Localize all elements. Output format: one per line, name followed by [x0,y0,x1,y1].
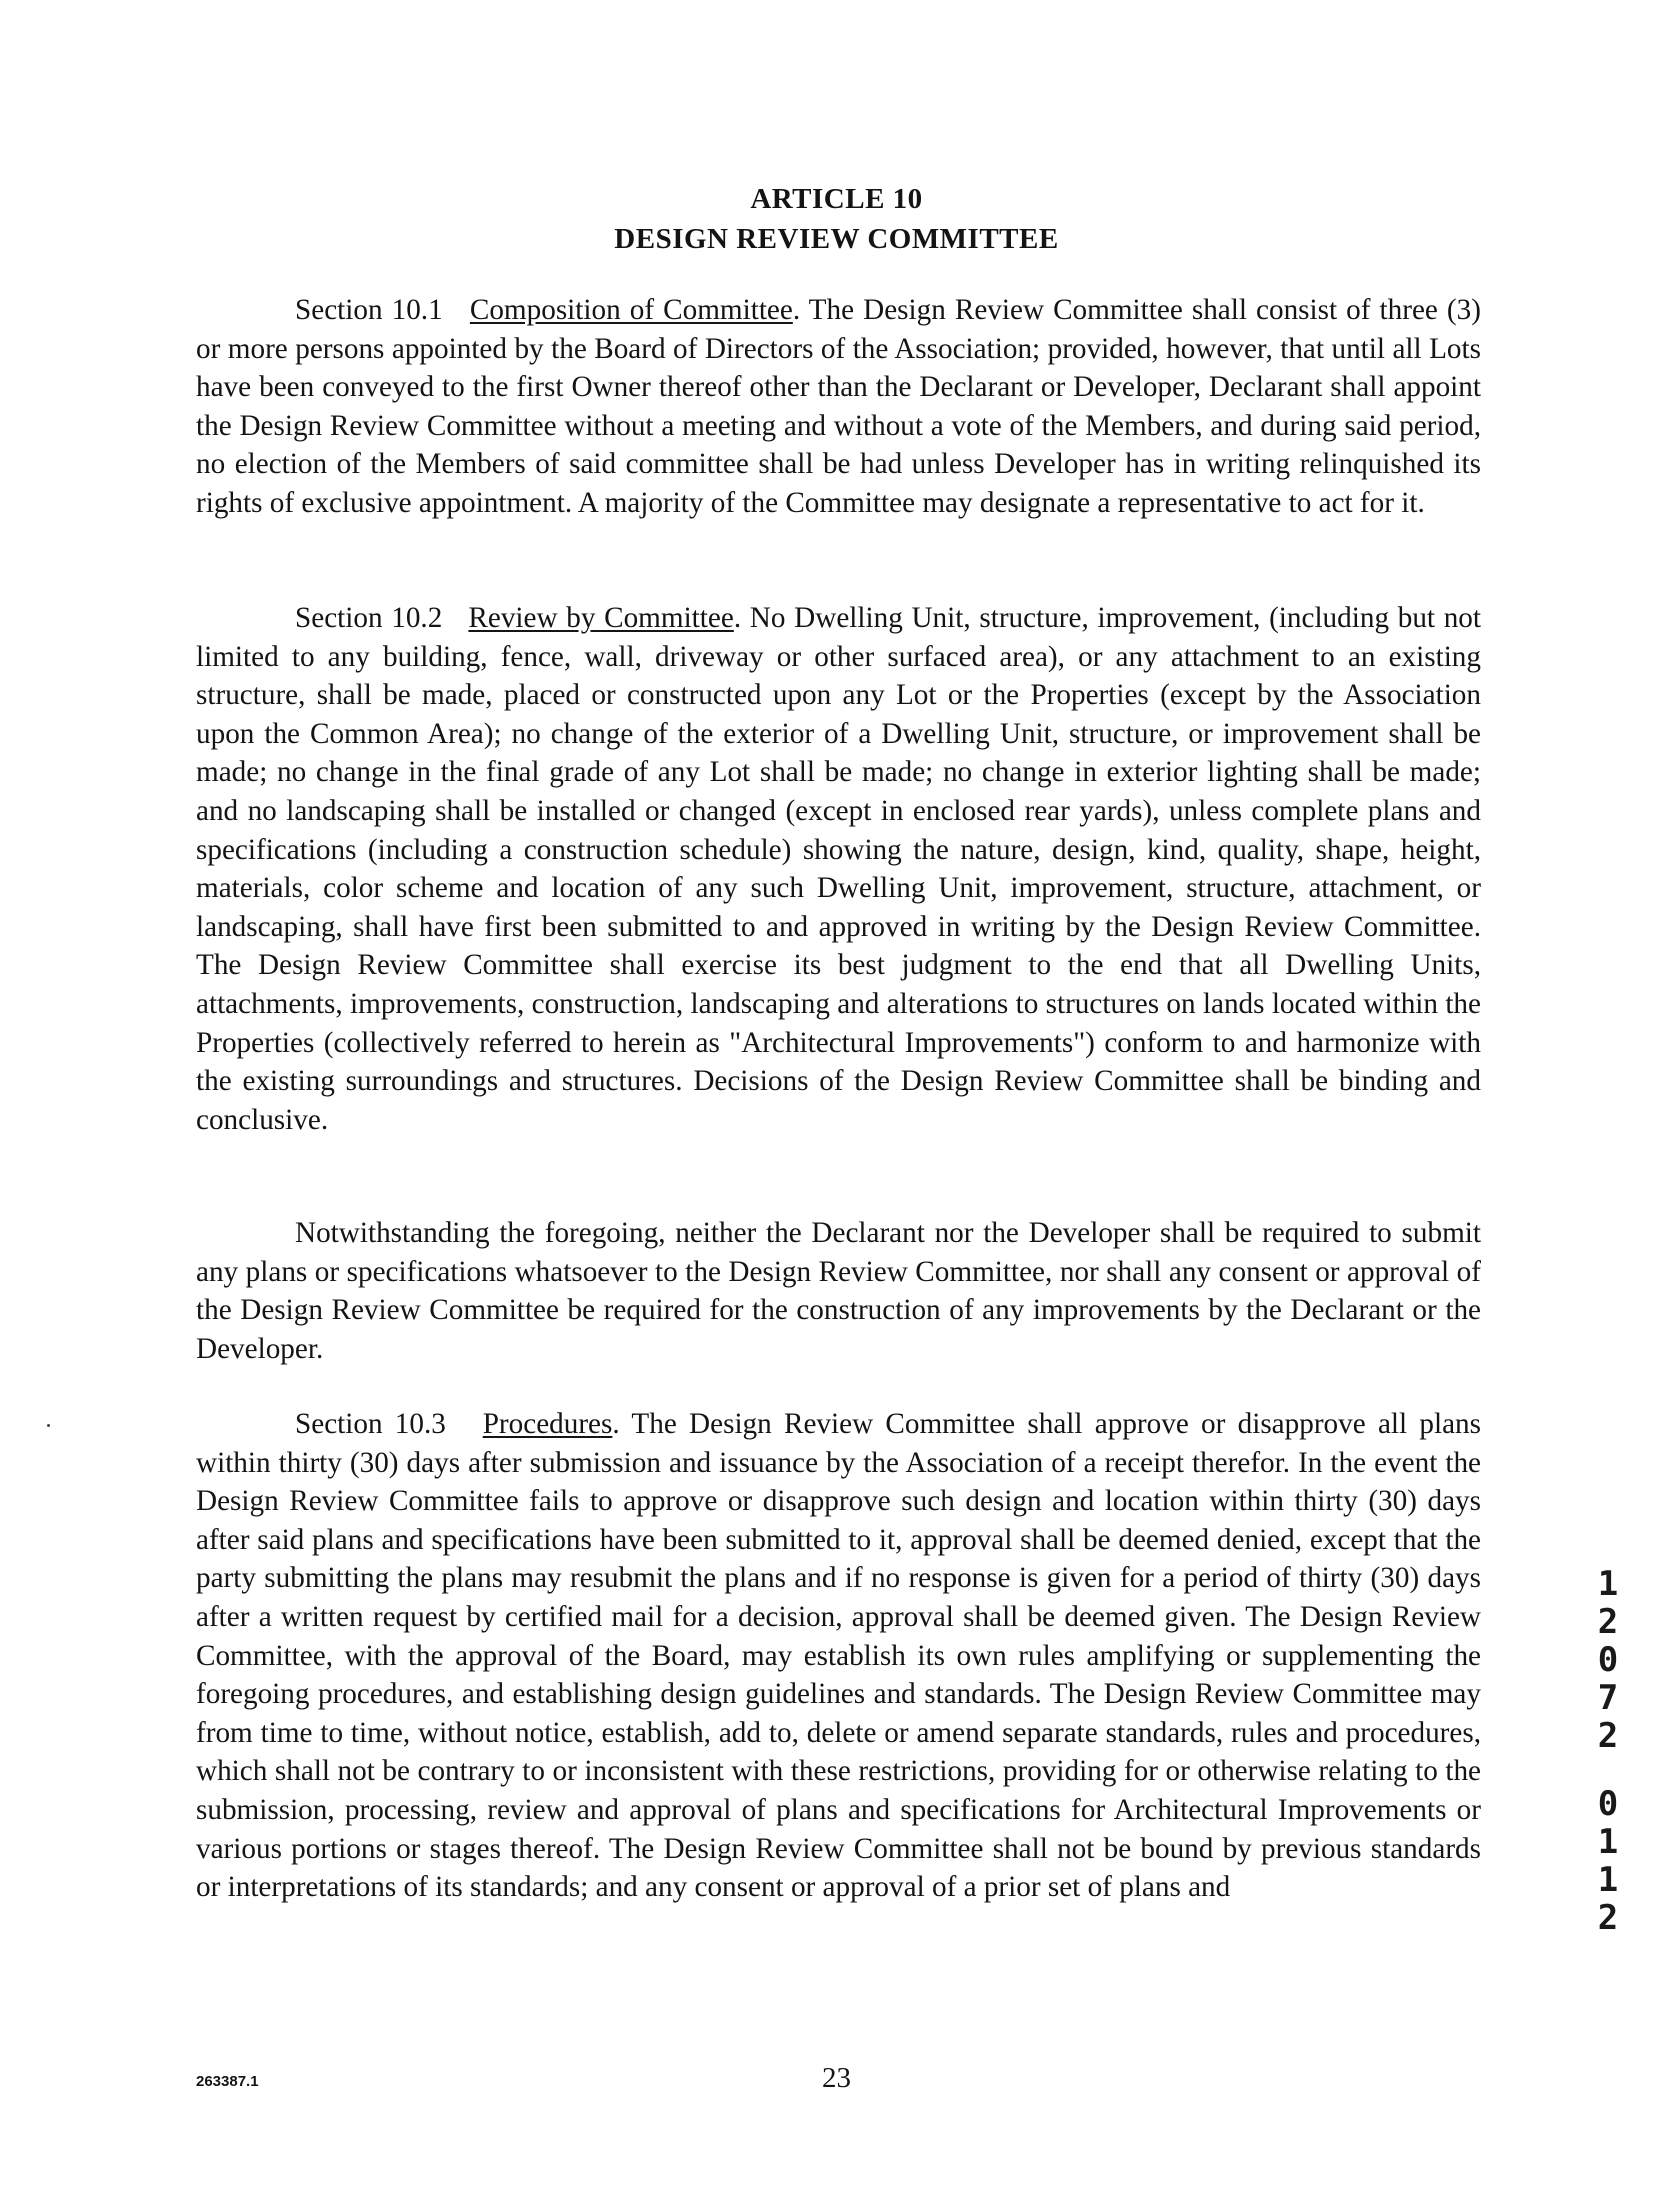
section-text: No Dwelling Unit, structure, improvement, (including but not limited to any building, fence, wall, driveway or other surfaced area), or any attachment to an existing structure, shall be made, placed or constructed upon any Lot or the Properties (except by the Association upon the Common Area); no change of the exterior of a Dwelling Unit, structure, or improvement shall be made; no change in the final grade of any Lot shall be made; no change in exterior lighting shall be made; and no landscaping shall be installed or changed (except in enclosed rear yards), unless complete plans and specifications (including a construction schedule) showing the nature, design, kind, quality, shape, height, materials, color scheme and location of any such Dwelling Unit, improvement, structure, attachment, or landscaping, shall have first been submitted to and approved in writing by the Design Review Committee. The Design Review Committee shall exercise its best judgment to the end that all Dwelling Units, attachments, improvements, construction, landscaping and alterations to structures on lands located within the Properties (collectively referred to herein as "Architectural Improvements") conform to and harmonize with the existing surroundings and structures. Decisions of the Design Review Committee shall be binding and conclusive. [196,602,1482,1136]
document-id: 263387.1 [196,2073,259,2090]
section-10-3-paragraph [196,1405,1481,1907]
stamp-digit: 1 [1597,1822,1619,1862]
section-title-suffix: . [612,1408,620,1440]
section-text: The Design Review Committee shall approve or disapprove all plans within thirty (30) days after submission and issuance by the Association of a receipt therefor. In the event the Design Review Committee fails to approve or disapprove such design and location within thirty (30) days after said plans and specifications have been submitted to it, approval shall be deemed denied, except that the party submitting the plans may resubmit the plans and if no response is given for a period of thirty (30) days after a written request by certified mail for a decision, approval shall be deemed given. The Design Review Committee, with the approval of the Board, may establish its own rules amplifying or supplementing the foregoing procedures, and establishing design guidelines and standards. The Design Review Committee may from time to time, without notice, establish, add to, delete or amend separate standards, rules and procedures, which shall not be contrary to or inconsistent with these restrictions, providing for or otherwise relating to the submission, processing, review and approval of plans and specifications for Architectural Improvements or various portions or stages thereof. The Design Review Committee shall not be bound by previous standards or interpretations of its standards; and any consent or approval of a prior set of plans and [196,1408,1481,1904]
stamp-digit: 1 [1597,1564,1619,1604]
section-title-suffix: . [733,602,742,634]
section-text: The Design Review Committee shall consist of three (3) or more persons appointed by the Board of Directors of the Association; provided, however, that until all Lots have been conveyed to the first Owner thereof other than the Declarant or Developer, Declarant shall appoint the Design Review Committee without a meeting and without a vote of the Members, and during said period, no election of the Members of said committee shall be had unless Developer has in writing relinquished its rights of exclusive appointment. A majority of the Committee may designate a representative to act for it. [196,294,1481,519]
scan-speck [47,1424,50,1427]
page-number: 23 [822,2062,851,2094]
stamp-digit: 0 [1597,1640,1619,1680]
section-label: Section 10.3 [295,1408,446,1440]
recording-number-stamp [1588,1565,1628,1937]
stamp-digit: 0 [1597,1784,1619,1824]
section-title: Procedures [482,1408,613,1440]
article-number: ARTICLE 10 [750,183,923,215]
stamp-digit: 2 [1597,1898,1619,1938]
stamp-digit: 2 [1597,1602,1619,1642]
section-title: Review by Committee [468,602,734,634]
stamp-digit: 1 [1597,1860,1619,1900]
section-title-suffix: . [792,294,801,326]
stamp-digit: 2 [1597,1716,1619,1756]
article-title: DESIGN REVIEW COMMITTEE [614,223,1059,255]
section-label: Section 10.2 [295,602,443,634]
section-10-2-paragraph [196,599,1481,1139]
notwithstanding-paragraph [196,1214,1481,1368]
stamp-digit: 7 [1597,1678,1619,1718]
section-text: Notwithstanding the foregoing, neither the Declarant nor the Developer shall be required to submit any plans or specifications whatsoever to the Design Review Committee, nor shall any consent or approval of the Design Review Committee be required for the construction of any improvements by the Declarant or the Developer. [196,1217,1481,1365]
section-label: Section 10.1 [295,294,443,326]
section-title: Composition of Committee [469,294,793,326]
section-10-1-paragraph [196,291,1481,523]
